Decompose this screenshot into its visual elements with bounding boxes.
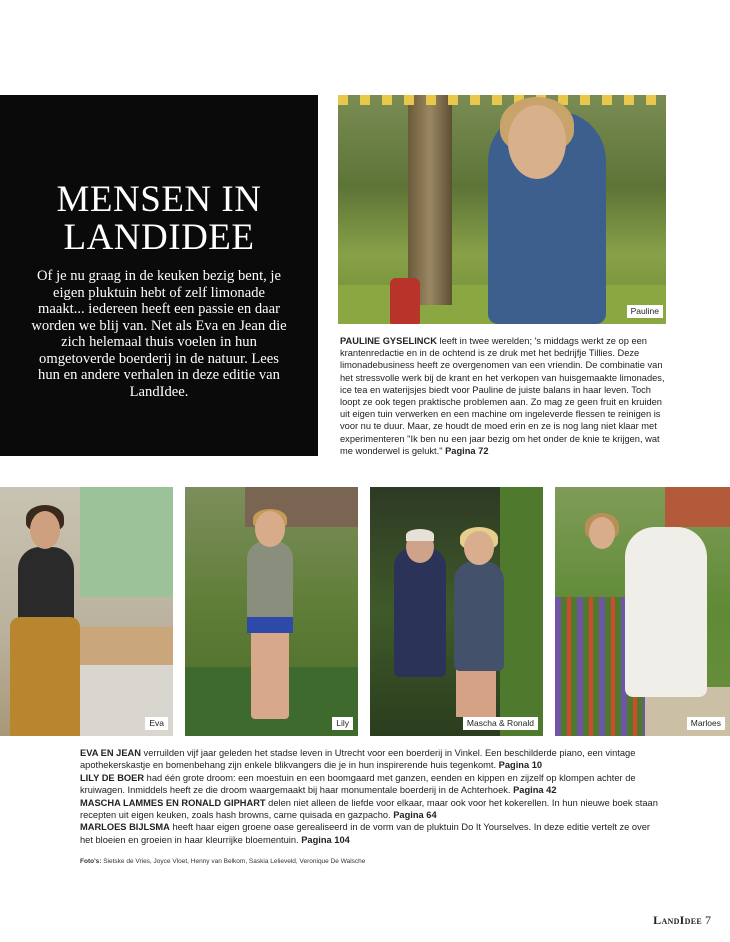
photo-tag-pauline: Pauline (627, 305, 663, 318)
story-mascha-ronald (80, 797, 660, 822)
caption-text: leeft in twee werelden; 's middags werkt ze op een krantenredactie en in de ochtend is ze druk met het bedrijfje Tillies. Deze limonadebusiness heeft ze overgenomen van een vriendin. De combinatie van het stressvolle werk bij de krant en het verkopen van huisgemaakte limonades, ice tea en waterijsjes biedt voor Pauline de juiste balans in haar leven. Toch loopt ze ook tegen praktische problemen aan. Zo mag ze geen fruit en kruiden uit eigen tuin verwerken en een machine om ingeleverde flessen te reinigen is voor nu te duur. Maar, ze houdt de moed erin en ze is nog lang niet klaar met experimenteren "Ik ben nu een jaar bezig om het onder de knie te krijgen, wat me wonderwel is gelukt." (340, 336, 665, 456)
story-marloes (80, 821, 660, 846)
photo-pauline (338, 95, 666, 324)
footer-brand: LandIdee (653, 913, 702, 927)
photo-tree-trunk (408, 95, 452, 305)
story-text: had één grote droom: een moestuin en een boomgaard met ganzen, eenden en kippen en zijzelf op klompen achter de kruiwagen. Inmiddels heeft ze die droom waargemaakt bij haar monumentale boerderij in de Achterhoek. (80, 772, 636, 796)
story-name: MASCHA LAMMES EN RONALD GIPHART (80, 797, 266, 808)
photo-eva-wall (80, 487, 173, 597)
photo-mascha-head (464, 531, 494, 565)
photo-credits (80, 858, 365, 865)
story-lily (80, 772, 660, 797)
story-page: Pagina 64 (393, 810, 437, 821)
photo-lily-head (255, 511, 285, 547)
photo-marloes (555, 487, 730, 736)
story-text: verruilden vijf jaar geleden het stadse leven in Utrecht voor een boerderij in Vinkel. Een beschilderde piano, een vintage apothekerskastje en bomenbehang zijn enkele blikvangers die je in hun inspirerende huis tegenkomt. (80, 748, 636, 771)
photo-ronald-body (394, 547, 446, 677)
photo-lily-legs (251, 627, 289, 719)
photo-eva-head (30, 511, 60, 549)
photo-marloes-dress (625, 527, 707, 697)
title-line-2: LANDIDEE (63, 217, 255, 258)
credits-text: Sietske de Vries, Joyce Vloet, Henny van Belkom, Saskia Lelieveld, Veronique De Walsche (101, 858, 366, 865)
caption-page: Pagina 72 (445, 445, 489, 456)
story-name: MARLOES BIJLSMA (80, 822, 170, 833)
photo-marloes-house (665, 487, 730, 527)
story-eva-jean (80, 747, 660, 772)
stories-text (80, 747, 660, 846)
photo-eva-counter (78, 627, 173, 667)
photo-bottle (390, 278, 420, 324)
photo-bunting (338, 95, 666, 105)
photo-mascha-body (454, 561, 504, 671)
intro-text: Of je nu graag in de keuken bezig bent, je eigen pluktuin hebt of zelf limonade maakt... iedereen heeft een passie en daar worden we blij van. Net als Eva en Jean die zich helemaal thuis voelen in hun omgetoverde boerderij in de natuur. Lees hun en andere verhalen in deze editie van LandIdee. (31, 268, 287, 400)
photo-eva-skirt (10, 617, 80, 736)
photo-mascha-legs (456, 667, 496, 717)
photo-tag-marloes: Marloes (687, 717, 725, 730)
photo-person-head (508, 105, 566, 179)
page-number: 7 (705, 913, 711, 927)
photo-tag-lily: Lily (332, 717, 353, 730)
page-title (14, 181, 304, 257)
photo-tag-eva: Eva (145, 717, 168, 730)
story-text: delen niet alleen de liefde voor elkaar, maar ook voor het kokerellen. In hun nieuwe boek staan recepten uit eigen keuken, zoals hash browns, carne quisada en gazpacho. (80, 797, 658, 821)
photo-lily (185, 487, 358, 736)
story-page: Pagina 104 (301, 834, 350, 845)
credits-label: Foto's: (80, 858, 102, 865)
story-page: Pagina 10 (498, 760, 543, 771)
photo-marloes-head (589, 517, 615, 549)
photo-mascha-ronald (370, 487, 543, 736)
photo-ronald-hair (406, 529, 434, 541)
page-footer (581, 913, 711, 928)
photo-tag-mascha-ronald: Mascha & Ronald (463, 717, 538, 730)
main-caption (340, 335, 666, 457)
story-name: LILY DE BOER (80, 772, 145, 783)
story-text: heeft haar eigen groene oase gerealiseerd in de vorm van de pluktuin Do It Yourselves. In deze editie vertelt ze over het bloeien en groeien in haar kleurrijke bloementuin. (80, 822, 650, 845)
photo-lily-shorts (247, 617, 293, 633)
photo-eva (0, 487, 173, 736)
caption-name: PAULINE GYSELINCK (340, 336, 437, 346)
intro-block (0, 95, 318, 456)
photo-mascha-foliage (500, 487, 543, 736)
title-line-1: MENSEN IN (56, 179, 262, 220)
story-page: Pagina 42 (513, 785, 557, 796)
story-name: EVA EN JEAN (80, 748, 141, 758)
